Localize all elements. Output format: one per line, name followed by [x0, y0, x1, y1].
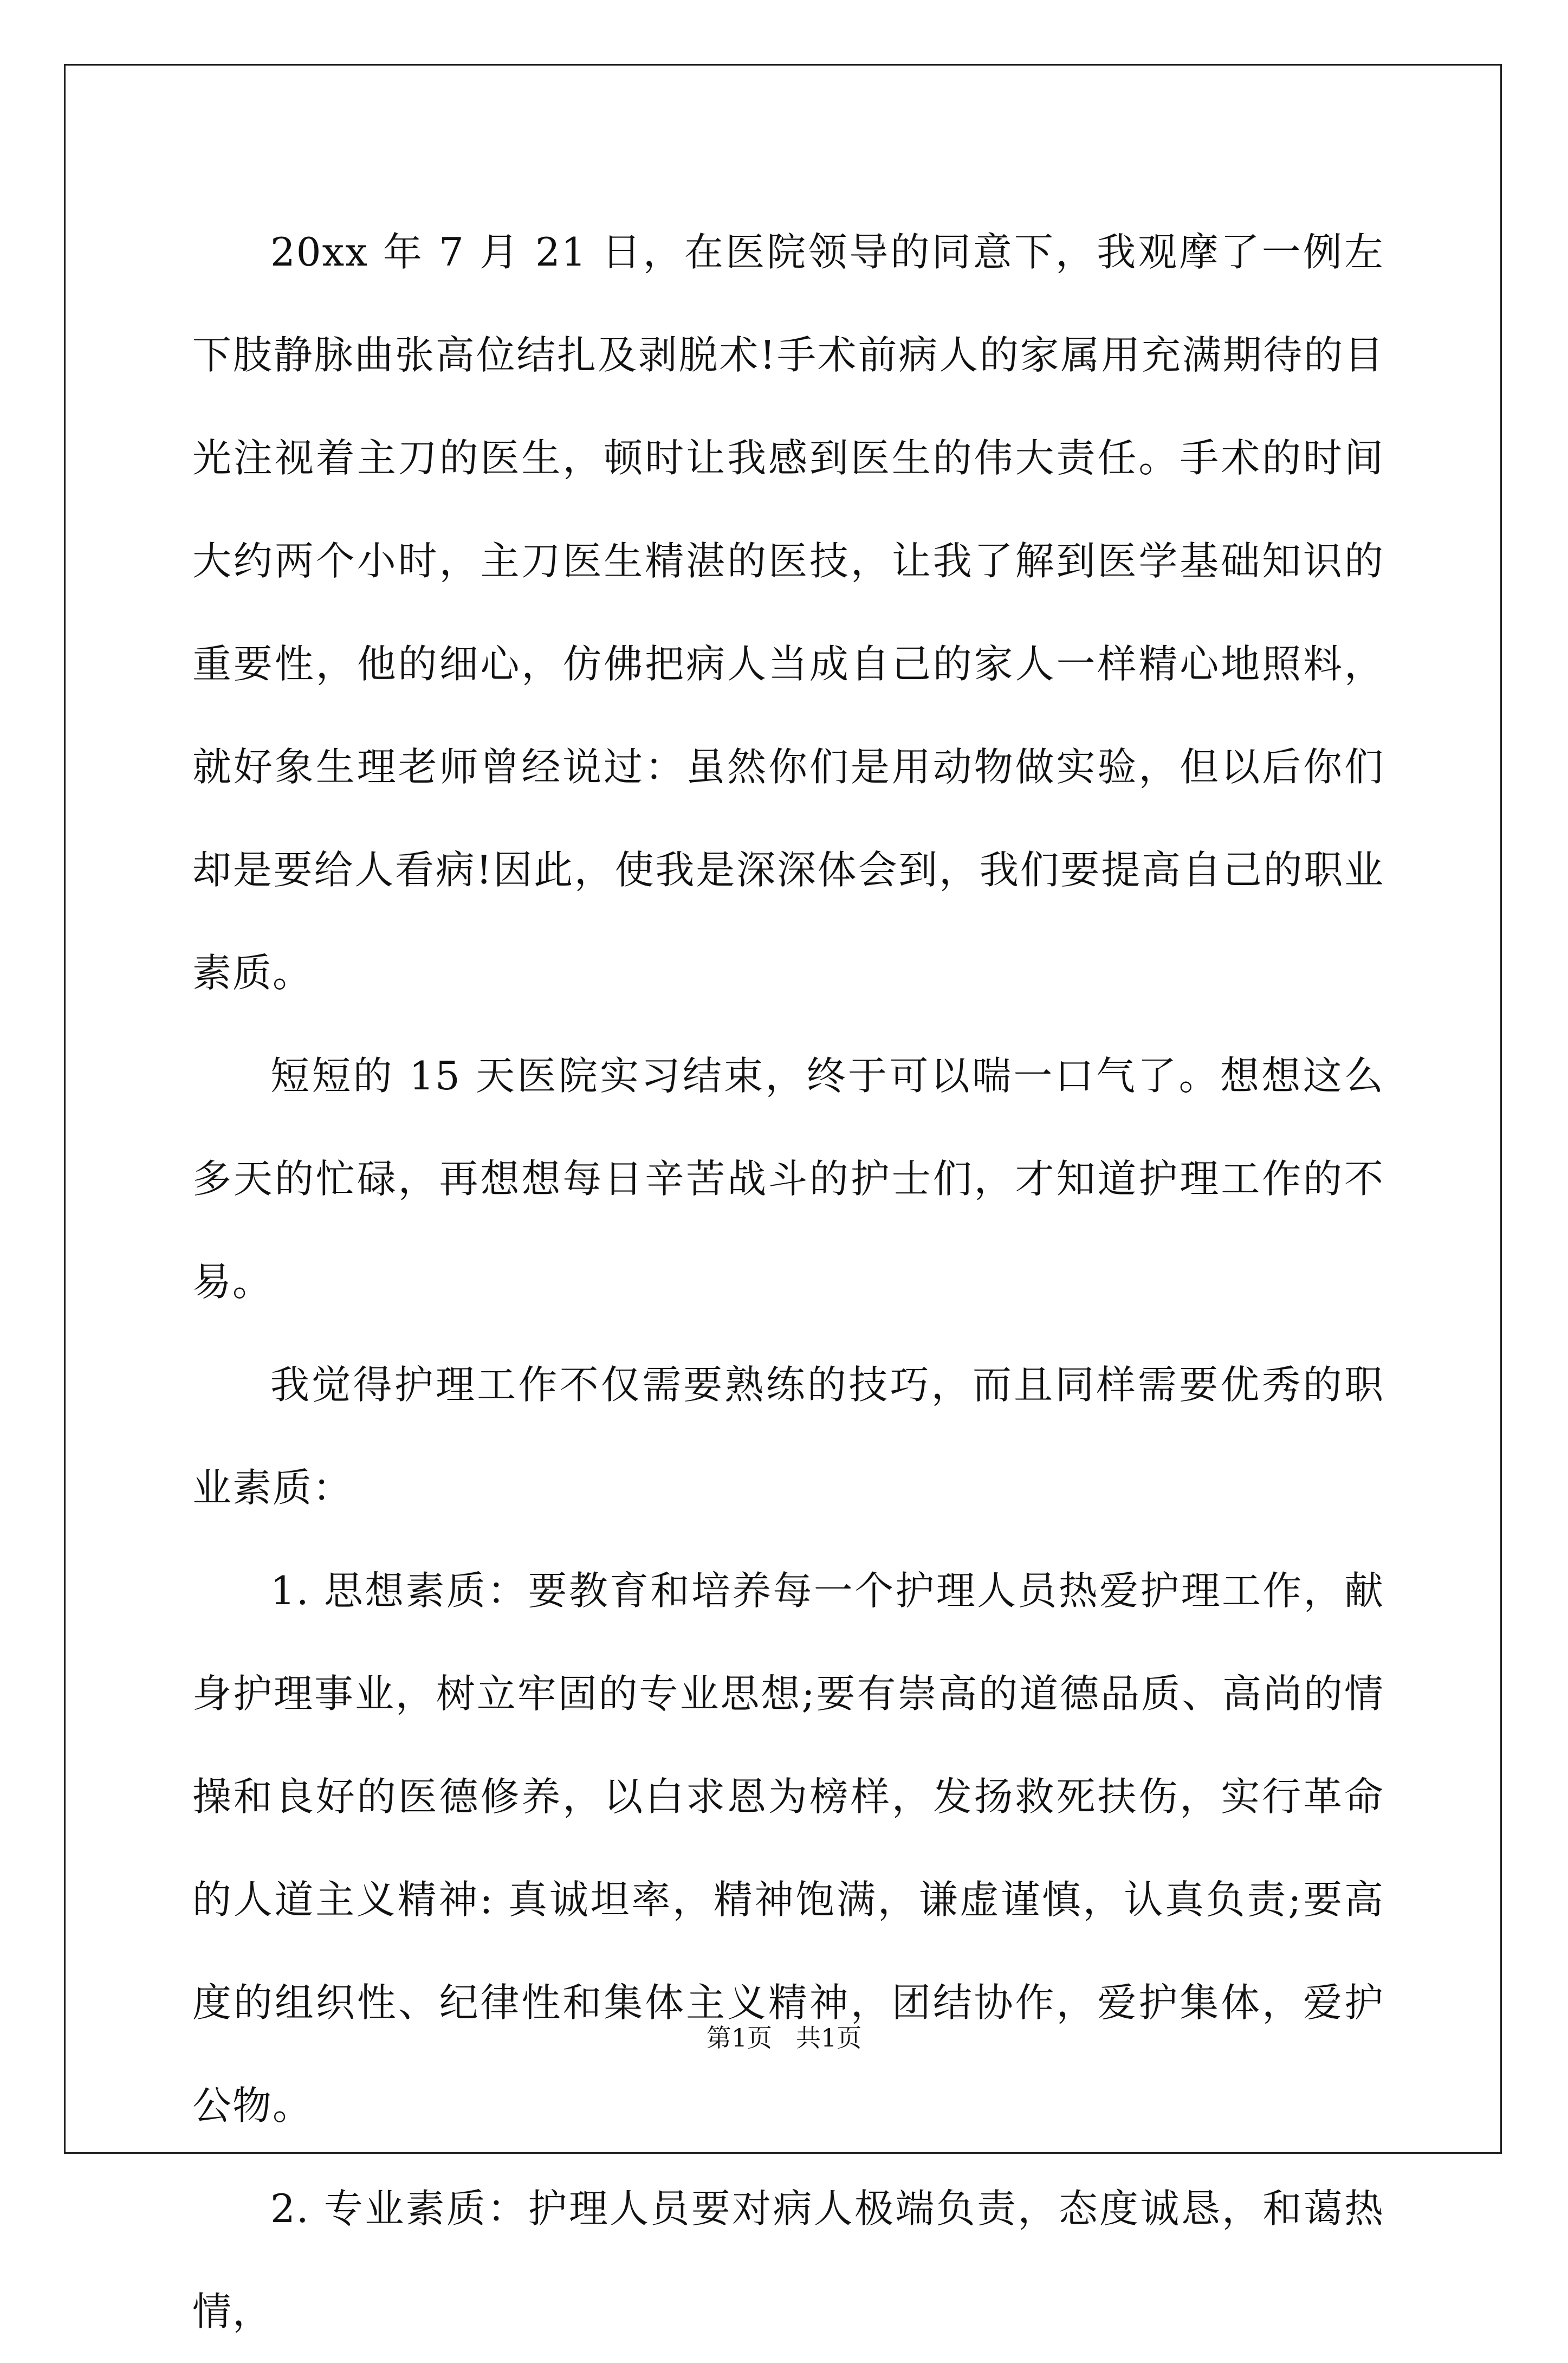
page-total: 共1页: [795, 2023, 862, 2052]
page-number: 第1页: [706, 2023, 773, 2052]
paragraph-1: 20xx 年 7 月 21 日，在医院领导的同意下，我观摩了一例左下肢静脉曲张高位结扎及剥脱术!手术前病人的家属用充满期待的目光注视着主刀的医生，顿时让我感到医生的伟大责任。手术的时间大约两个小时，主刀医生精湛的医技，让我了解到医学基础知识的重要性，他的细心，仿佛把病人当成自己的家人一样精心地照料，就好象生理老师曾经说过：虽然你们是用动物做实验，但以后你们却是要给人看病!因此，使我是深深体会到，我们要提高自己的职业素质。: [192, 229, 1384, 996]
paragraph-3: 我觉得护理工作不仅需要熟练的技巧，而且同样需要优秀的职业素质：: [192, 1362, 1384, 1510]
paragraph-5: 2. 专业素质：护理人员要对病人极端负责，态度诚恳，和蔼热情，: [192, 2186, 1384, 2334]
page-footer: [0, 2022, 1568, 2054]
paragraph-2: 短短的 15 天医院实习结束，终于可以喘一口气了。想想这么多天的忙碌，再想想每日辛苦战斗的护士们，才知道护理工作的不易。: [192, 1053, 1384, 1305]
paragraph-4: 1. 思想素质：要教育和培养每一个护理人员热爱护理工作，献身护理事业，树立牢固的专业思想;要有崇高的道德品质、高尚的情操和良好的医德修养，以白求恩为榜样，发扬救死扶伤，实行革命的人道主义精神: 真诚坦率，精神饱满，谦虚谨慎，认真负责;要高度的组织性、纪律性和集体主义精神，团结协作，爱护集体，爱护公物。: [192, 1568, 1384, 2128]
